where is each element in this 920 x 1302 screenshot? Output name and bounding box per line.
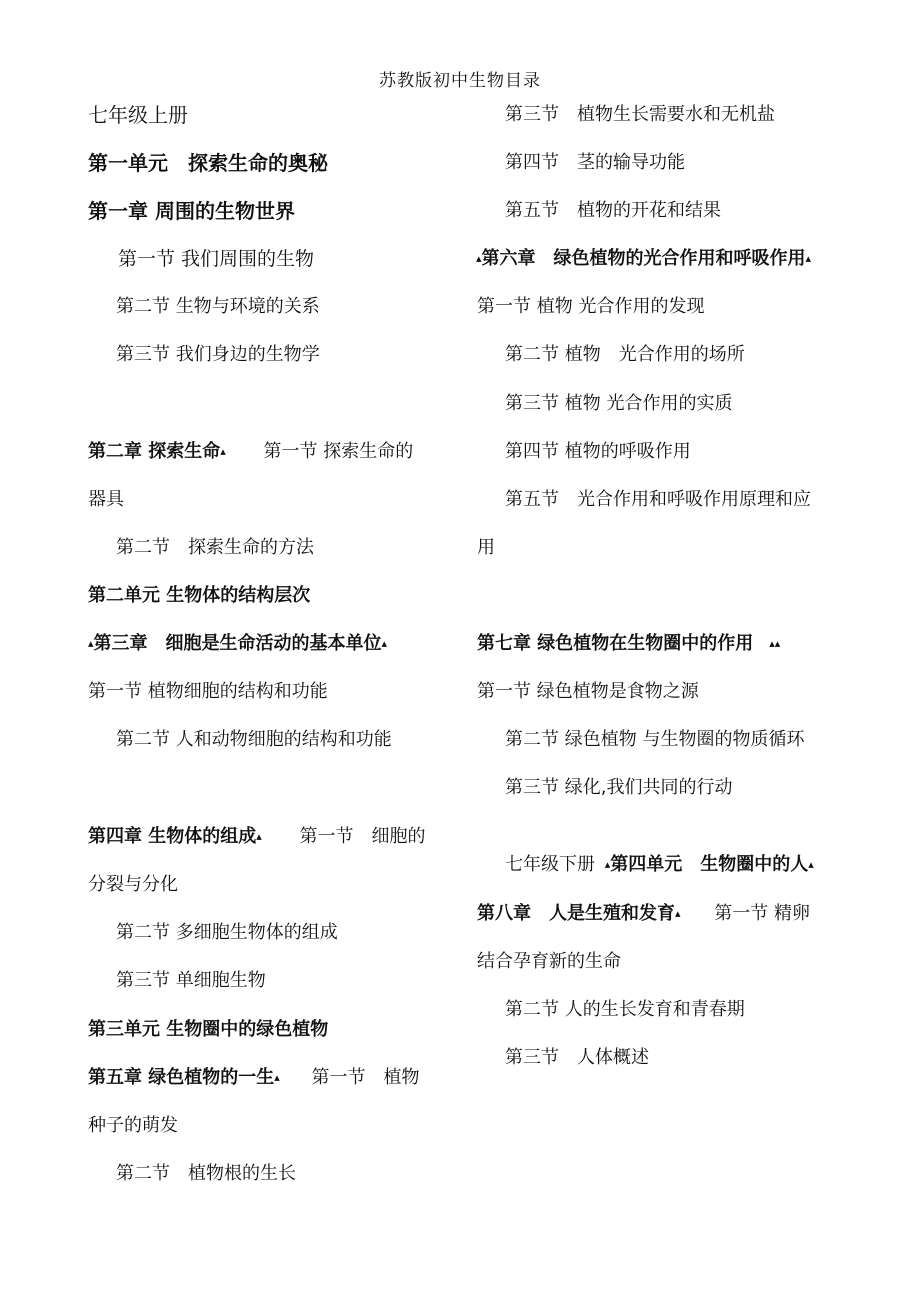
chapter2-heading: 第二章 探索生命 — [88, 441, 221, 462]
chapter3-heading: 第三章 细胞是生命活动的基本单位 — [93, 633, 382, 654]
bullet-mark-icon: ▴ — [476, 252, 482, 265]
ch5-section2: 第二节 植物根的生长 — [116, 1163, 296, 1184]
bullet-mark-icon: ▴ — [256, 830, 262, 843]
ch8-section1-part2: 结合孕育新的生命 — [477, 951, 621, 972]
bullet-mark-icon: ▴ — [805, 252, 812, 265]
chapter7-line — [477, 632, 780, 656]
ch7-section1: 第一节 绿色植物是食物之源 — [477, 681, 699, 702]
grade-upper-heading: 七年级上册 — [88, 103, 188, 127]
ch2-section2: 第二节 探索生命的方法 — [116, 537, 314, 558]
ch2-section1-part2: 器具 — [88, 489, 124, 510]
unit2-heading: 第二单元 生物体的结构层次 — [88, 585, 311, 606]
chapter2-line — [88, 440, 413, 464]
bullet-mark-icon: ▴ — [675, 907, 681, 920]
chapter6-line — [476, 247, 811, 271]
ch6-section3: 第三节 植物 光合作用的实质 — [505, 393, 733, 414]
ch1-section1: 第一节 我们周围的生物 — [118, 248, 315, 270]
ch7-section2: 第二节 绿色植物 与生物圈的物质循环 — [505, 729, 805, 750]
chapter1-heading: 第一章 周围的生物世界 — [88, 199, 295, 223]
ch5-section1-part1: 第一节 植物 — [311, 1067, 420, 1088]
ch4-section1-part2: 分裂与分化 — [88, 874, 178, 895]
ch6-section5-part2: 用 — [477, 537, 495, 558]
chapter4-heading: 第四章 生物体的组成 — [88, 826, 257, 847]
ch6-section4: 第四节 植物的呼吸作用 — [505, 441, 691, 462]
unit4-heading: 第四单元 生物圈中的人 — [610, 854, 809, 875]
chapter4-line — [88, 825, 426, 849]
ch3-section1: 第一节 植物细胞的结构和功能 — [88, 681, 328, 702]
ch4-section2: 第二节 多细胞生物体的组成 — [116, 922, 338, 943]
bullet-mark-icon: ▴▴ — [769, 637, 781, 650]
ch6-section2: 第二节 植物 光合作用的场所 — [505, 344, 745, 365]
bullet-mark-icon: ▴ — [604, 858, 611, 871]
grade-lower-heading: 七年级下册 — [505, 854, 595, 875]
ch1-section2: 第二节 生物与环境的关系 — [116, 296, 320, 317]
ch2-section1-part1: 第一节 探索生命的 — [263, 441, 414, 462]
chapter3-line — [88, 632, 387, 656]
document-title: 苏教版初中生物目录 — [379, 71, 541, 91]
ch4-section3: 第三节 单细胞生物 — [116, 970, 266, 991]
bullet-mark-icon: ▴ — [88, 637, 94, 650]
chapter6-heading: 第六章 绿色植物的光合作用和呼吸作用 — [481, 248, 806, 269]
bullet-mark-icon: ▴ — [808, 858, 814, 871]
bullet-mark-icon: ▴ — [274, 1071, 280, 1084]
chapter5-line — [88, 1066, 420, 1090]
ch7-section3: 第三节 绿化,我们共同的行动 — [505, 777, 733, 798]
grade-lower-line — [505, 853, 814, 877]
ch3-section2: 第二节 人和动物细胞的结构和功能 — [116, 729, 392, 750]
ch8-section1-part1: 第一节 精卵 — [714, 903, 810, 924]
chapter8-line — [477, 902, 810, 926]
ch6-section5-part1: 第五节 光合作用和呼吸作用原理和应 — [505, 489, 811, 510]
bullet-mark-icon: ▴ — [381, 637, 388, 650]
unit1-heading: 第一单元 探索生命的奥秘 — [88, 151, 328, 175]
ch8-section2: 第二节 人的生长发育和青春期 — [505, 999, 745, 1020]
ch8-section3: 第三节 人体概述 — [505, 1047, 649, 1068]
ch5-section1-part2: 种子的萌发 — [88, 1115, 178, 1136]
ch5-section5: 第五节 植物的开花和结果 — [505, 200, 721, 221]
ch5-section3: 第三节 植物生长需要水和无机盐 — [505, 104, 775, 125]
ch1-section3: 第三节 我们身边的生物学 — [116, 344, 320, 365]
bullet-mark-icon: ▴ — [220, 445, 226, 458]
chapter7-heading: 第七章 绿色植物在生物圈中的作用 — [477, 633, 754, 654]
ch5-section4: 第四节 茎的输导功能 — [505, 152, 685, 173]
ch6-section1: 第一节 植物 光合作用的发现 — [477, 296, 705, 317]
ch4-section1-part1: 第一节 细胞的 — [299, 826, 426, 847]
chapter8-heading: 第八章 人是生殖和发育 — [477, 903, 675, 924]
unit3-heading: 第三单元 生物圈中的绿色植物 — [88, 1019, 329, 1040]
chapter5-heading: 第五章 绿色植物的一生 — [88, 1067, 275, 1088]
